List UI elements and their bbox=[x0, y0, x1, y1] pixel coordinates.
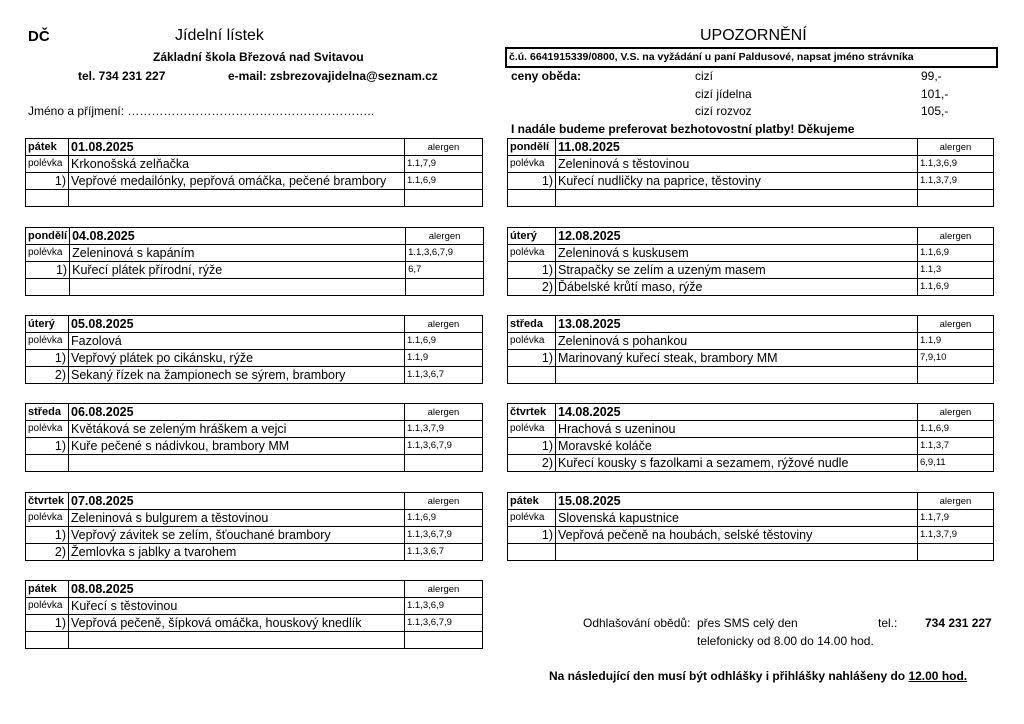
soup-row bbox=[26, 510, 483, 527]
soup-name: Květáková se zeleným hráškem a vejci bbox=[69, 421, 405, 438]
meal-number: 1) bbox=[26, 173, 69, 190]
price-value-0: 99,- bbox=[921, 69, 942, 83]
meal-row bbox=[26, 527, 483, 544]
school-name: Základní škola Březová nad Svitavou bbox=[153, 50, 364, 64]
soup-name: Zeleninová s těstovinou bbox=[556, 156, 918, 173]
soup-name: Zeleninová s kapáním bbox=[70, 245, 406, 262]
day-name: pondělí bbox=[26, 228, 70, 245]
soup-name: Zeleninová s pohankou bbox=[556, 333, 918, 350]
meal-number bbox=[26, 279, 70, 296]
soup-label: polévka bbox=[508, 421, 556, 438]
school-email: e-mail: zsbrezovajidelna@seznam.cz bbox=[228, 69, 438, 83]
meal-row bbox=[26, 190, 483, 207]
meal-name: Kuře pečené s nádivkou, brambory MM bbox=[69, 438, 405, 455]
allergen-header: alergen bbox=[405, 581, 483, 598]
meal-row bbox=[508, 438, 994, 455]
menu-day-table bbox=[25, 138, 483, 207]
meal-row bbox=[508, 527, 994, 544]
deadline-text: Na následující den musí být odhlášky i přihlášky nahlášeny do bbox=[549, 669, 906, 683]
day-header-row bbox=[26, 228, 484, 245]
meal-name: Vepřové medailónky, pepřová omáčka, pečené brambory bbox=[69, 173, 405, 190]
soup-row bbox=[508, 156, 994, 173]
meal-number: 1) bbox=[508, 173, 556, 190]
allergen-codes: 6,9,11 bbox=[918, 455, 994, 472]
allergen-header: alergen bbox=[405, 493, 483, 510]
soup-label: polévka bbox=[26, 510, 69, 527]
allergen-codes: 1.1,3,6,7 bbox=[405, 367, 483, 384]
soup-row bbox=[508, 510, 994, 527]
allergen-codes: 1.1,3,7 bbox=[918, 438, 994, 455]
allergen-codes bbox=[918, 190, 994, 207]
menu-day-table bbox=[25, 492, 483, 561]
soup-name: Zeleninová s bulgurem a těstovinou bbox=[69, 510, 405, 527]
menu-day-table bbox=[25, 315, 483, 384]
meal-name: Žemlovka s jablky a tvarohem bbox=[69, 544, 405, 561]
meal-row bbox=[508, 367, 994, 384]
allergen-codes: 1.1,3,6,7,9 bbox=[406, 245, 484, 262]
prices-label: ceny obědа: bbox=[511, 69, 582, 83]
meal-number bbox=[508, 367, 556, 384]
allergen-header: alergen bbox=[918, 228, 994, 245]
day-name: středa bbox=[26, 404, 69, 421]
cancel-sms: přes SMS celý den bbox=[697, 616, 798, 630]
meal-row bbox=[508, 173, 994, 190]
allergen-codes: 1.1,7,9 bbox=[405, 156, 483, 173]
meal-number: 1) bbox=[26, 438, 69, 455]
allergen-codes: 1.1,3,7,9 bbox=[918, 173, 994, 190]
allergen-codes bbox=[405, 190, 483, 207]
soup-row bbox=[26, 333, 483, 350]
meal-row bbox=[26, 173, 483, 190]
menu-day-table bbox=[25, 227, 484, 296]
price-value-2: 105,- bbox=[921, 104, 949, 118]
price-label-0: cizí bbox=[695, 69, 713, 83]
soup-label: polévka bbox=[508, 245, 556, 262]
soup-label: polévka bbox=[26, 156, 69, 173]
allergen-codes: 1.1,9 bbox=[918, 333, 994, 350]
day-date: 07.08.2025 bbox=[69, 493, 405, 510]
meal-row bbox=[508, 190, 994, 207]
day-header-row bbox=[26, 493, 483, 510]
meal-row bbox=[26, 367, 483, 384]
allergen-codes bbox=[918, 367, 994, 384]
price-label-1: cizí jídelna bbox=[695, 87, 752, 101]
meal-number bbox=[26, 190, 69, 207]
soup-row bbox=[26, 156, 483, 173]
meal-name: Vepřová pečeně, šípková omáčka, houskový knedlík bbox=[69, 615, 405, 632]
soup-name: Kuřecí s těstovinou bbox=[69, 598, 405, 615]
day-header-row bbox=[508, 139, 994, 156]
meal-row bbox=[508, 350, 994, 367]
day-name: čtvrtek bbox=[26, 493, 69, 510]
day-name: úterý bbox=[508, 228, 556, 245]
soup-label: polévka bbox=[26, 421, 69, 438]
soup-name: Krkonošská zelňačka bbox=[69, 156, 405, 173]
soup-label: polévka bbox=[26, 245, 70, 262]
allergen-codes: 1.1,9 bbox=[405, 350, 483, 367]
menu-day-table bbox=[507, 227, 994, 296]
meal-number: 1) bbox=[508, 350, 556, 367]
meal-row bbox=[508, 262, 994, 279]
allergen-header: alergen bbox=[918, 316, 994, 333]
allergen-codes: 1.1,6,9 bbox=[405, 510, 483, 527]
name-field-label: Jméno a příjmení: …………………………………………………….. bbox=[28, 104, 375, 118]
soup-name: Slovenská kapustnice bbox=[556, 510, 918, 527]
allergen-codes: 1.1,3,7,9 bbox=[405, 421, 483, 438]
allergen-codes: 1.1,6,9 bbox=[918, 279, 994, 296]
price-label-2: cizí rozvoz bbox=[695, 104, 752, 118]
meal-name: Ďábelské krůtí maso, rýže bbox=[556, 279, 918, 296]
meal-name bbox=[556, 190, 918, 207]
meal-number: 2) bbox=[508, 279, 556, 296]
soup-row bbox=[26, 421, 483, 438]
meal-name: Vepřová pečeně na houbách, selské těstoviny bbox=[556, 527, 918, 544]
soup-label: polévka bbox=[26, 333, 69, 350]
day-name: středa bbox=[508, 316, 556, 333]
allergen-header: alergen bbox=[918, 493, 994, 510]
day-date: 05.08.2025 bbox=[69, 316, 405, 333]
day-date: 13.08.2025 bbox=[556, 316, 918, 333]
meal-name: Marinovaný kuřecí steak, brambory MM bbox=[556, 350, 918, 367]
menu-day-table bbox=[507, 315, 994, 384]
meal-name: Vepřový závitek se zelím, šťouchané brambory bbox=[69, 527, 405, 544]
allergen-codes bbox=[406, 279, 484, 296]
allergen-codes: 1.1,3 bbox=[918, 262, 994, 279]
soup-label: polévka bbox=[508, 510, 556, 527]
meal-number: 1) bbox=[26, 350, 69, 367]
tel-value: 734 231 227 bbox=[925, 616, 992, 630]
meal-row bbox=[508, 544, 994, 561]
meal-name: Strapačky se zelím a uzeným masem bbox=[556, 262, 918, 279]
meal-number: 1) bbox=[508, 527, 556, 544]
notice-title: UPOZORNĚNÍ bbox=[700, 27, 807, 44]
day-date: 04.08.2025 bbox=[70, 228, 406, 245]
school-phone: tel. 734 231 227 bbox=[78, 69, 166, 83]
deadline-time: 12.00 hod. bbox=[908, 669, 968, 683]
allergen-codes bbox=[918, 544, 994, 561]
day-name: pátek bbox=[26, 581, 69, 598]
menu-day-table bbox=[25, 580, 483, 649]
meal-number bbox=[508, 544, 556, 561]
allergen-codes: 1.1,6,9 bbox=[405, 173, 483, 190]
allergen-header: alergen bbox=[405, 404, 483, 421]
day-header-row bbox=[26, 139, 483, 156]
meal-name: Kuřecí kousky s fazolkami a sezamem, rýžové nudle bbox=[556, 455, 918, 472]
meal-row bbox=[26, 632, 483, 649]
meal-number: 2) bbox=[508, 455, 556, 472]
account-info: č.ú. 6641915339/0800, V.S. na vyžádání u paní Paldusové, napsat jméno strávníka bbox=[509, 51, 914, 63]
allergen-codes bbox=[405, 632, 483, 649]
meal-name: Kuřecí nudličky na paprice, těstoviny bbox=[556, 173, 918, 190]
soup-label: polévka bbox=[26, 598, 69, 615]
meal-number: 1) bbox=[26, 615, 69, 632]
day-header-row bbox=[26, 581, 483, 598]
allergen-codes: 1.1,3,6,7 bbox=[405, 544, 483, 561]
allergen-codes: 1.1,6,9 bbox=[918, 421, 994, 438]
meal-row bbox=[26, 438, 483, 455]
soup-label: polévka bbox=[508, 156, 556, 173]
allergen-header: alergen bbox=[406, 228, 484, 245]
allergen-codes: 1.1,7,9 bbox=[918, 510, 994, 527]
meal-name bbox=[556, 544, 918, 561]
meal-row bbox=[26, 262, 484, 279]
day-name: úterý bbox=[26, 316, 69, 333]
menu-day-table bbox=[507, 403, 994, 472]
meal-number bbox=[508, 190, 556, 207]
menu-day-table bbox=[507, 138, 994, 207]
meal-name bbox=[69, 632, 405, 649]
day-date: 01.08.2025 bbox=[69, 139, 405, 156]
soup-label: polévka bbox=[508, 333, 556, 350]
day-header-row bbox=[508, 316, 994, 333]
tel-label: tel.: bbox=[878, 616, 898, 630]
meal-row bbox=[508, 455, 994, 472]
menu-day-table bbox=[25, 403, 483, 472]
meal-row bbox=[508, 279, 994, 296]
meal-name bbox=[69, 455, 405, 472]
meal-number: 2) bbox=[26, 544, 69, 561]
day-name: pátek bbox=[26, 139, 69, 156]
day-header-row bbox=[508, 228, 994, 245]
allergen-codes: 1.1,3,6,9 bbox=[918, 156, 994, 173]
meal-name: Moravské koláče bbox=[556, 438, 918, 455]
page-title: Jídelní lístek bbox=[175, 27, 264, 44]
meal-name: Sekaný řízek na žampionech se sýrem, brambory bbox=[69, 367, 405, 384]
meal-number bbox=[26, 455, 69, 472]
soup-row bbox=[508, 421, 994, 438]
meal-row bbox=[26, 279, 484, 296]
soup-row bbox=[508, 333, 994, 350]
soup-name: Hrachová s uzeninou bbox=[556, 421, 918, 438]
day-date: 14.08.2025 bbox=[556, 404, 918, 421]
day-name: pondělí bbox=[508, 139, 556, 156]
meal-name bbox=[69, 190, 405, 207]
menu-day-table bbox=[507, 492, 994, 561]
meal-name: Kuřecí plátek přírodní, rýže bbox=[70, 262, 406, 279]
soup-row bbox=[508, 245, 994, 262]
meal-number: 1) bbox=[26, 527, 69, 544]
payment-note: I nadále budeme preferovat bezhotovostní platby! Děkujeme bbox=[511, 122, 855, 136]
meal-name bbox=[70, 279, 406, 296]
day-header-row bbox=[26, 316, 483, 333]
cancel-label: Odhlašování obědů: bbox=[583, 616, 691, 630]
meal-number: 1) bbox=[508, 438, 556, 455]
allergen-codes bbox=[405, 455, 483, 472]
meal-row bbox=[26, 455, 483, 472]
day-header-row bbox=[508, 404, 994, 421]
deadline-note bbox=[549, 669, 967, 683]
allergen-header: alergen bbox=[918, 139, 994, 156]
day-date: 12.08.2025 bbox=[556, 228, 918, 245]
allergen-codes: 6,7 bbox=[406, 262, 484, 279]
meal-name: Vepřový plátek po cikánsku, rýže bbox=[69, 350, 405, 367]
allergen-codes: 1.1,3,6,7,9 bbox=[405, 527, 483, 544]
soup-row bbox=[26, 598, 483, 615]
allergen-header: alergen bbox=[405, 139, 483, 156]
phone-hours: telefonicky od 8.00 do 14.00 hod. bbox=[697, 634, 874, 648]
meal-row bbox=[26, 615, 483, 632]
meal-row bbox=[26, 544, 483, 561]
meal-row bbox=[26, 350, 483, 367]
allergen-codes: 1.1,3,6,7,9 bbox=[405, 438, 483, 455]
soup-name: Zeleninová s kuskusem bbox=[556, 245, 918, 262]
day-header-row bbox=[26, 404, 483, 421]
day-date: 06.08.2025 bbox=[69, 404, 405, 421]
meal-number: 1) bbox=[26, 262, 70, 279]
allergen-header: alergen bbox=[405, 316, 483, 333]
day-date: 08.08.2025 bbox=[69, 581, 405, 598]
allergen-codes: 1.1,6,9 bbox=[918, 245, 994, 262]
soup-row bbox=[26, 245, 484, 262]
meal-number bbox=[26, 632, 69, 649]
day-name: pátek bbox=[508, 493, 556, 510]
meal-number: 2) bbox=[26, 367, 69, 384]
meal-number: 1) bbox=[508, 262, 556, 279]
soup-name: Fazolová bbox=[69, 333, 405, 350]
day-date: 15.08.2025 bbox=[556, 493, 918, 510]
day-name: čtvrtek bbox=[508, 404, 556, 421]
day-header-row bbox=[508, 493, 994, 510]
allergen-header: alergen bbox=[918, 404, 994, 421]
meal-name bbox=[556, 367, 918, 384]
allergen-codes: 1.1,3,6,9 bbox=[405, 598, 483, 615]
price-value-1: 101,- bbox=[921, 87, 949, 101]
allergen-codes: 1.1,6,9 bbox=[405, 333, 483, 350]
allergen-codes: 7,9,10 bbox=[918, 350, 994, 367]
allergen-codes: 1.1,3,6,7,9 bbox=[405, 615, 483, 632]
allergen-codes: 1.1,3,7,9 bbox=[918, 527, 994, 544]
day-date: 11.08.2025 bbox=[556, 139, 918, 156]
org-short: DČ bbox=[28, 28, 50, 45]
account-info-box bbox=[505, 47, 998, 68]
